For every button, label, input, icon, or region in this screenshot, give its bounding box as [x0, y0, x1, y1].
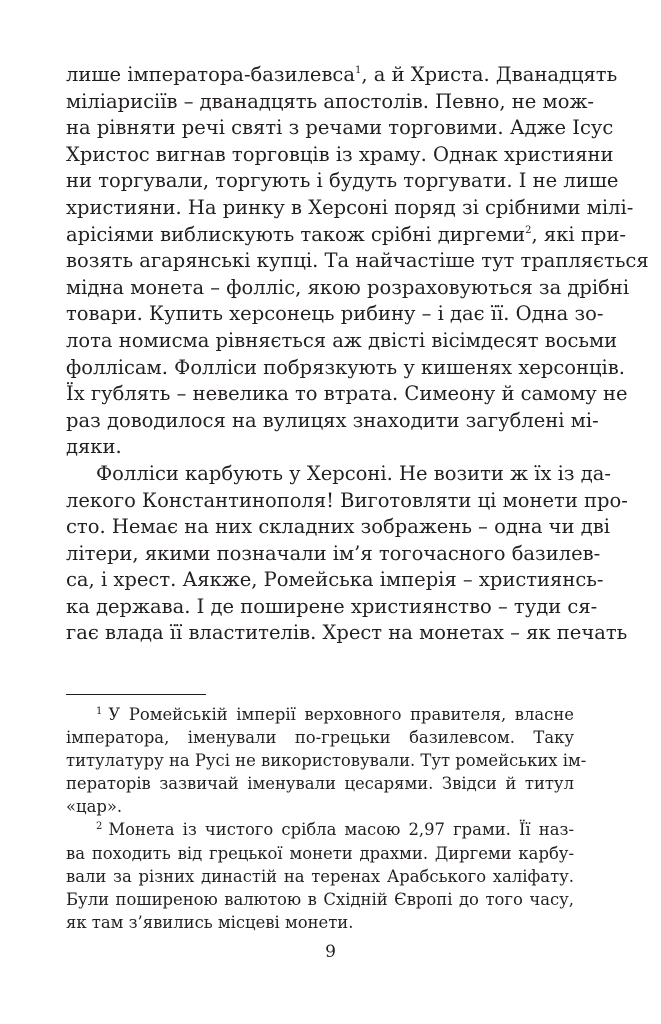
footnote-line: Були поширеною валютою в Східній Європі до того часу, [66, 889, 574, 909]
text-line: дяки. [66, 435, 122, 459]
footnote-divider [66, 694, 206, 695]
text-line: фоллісам. Фолліси побрязкують у кишенях херсонців. [66, 355, 625, 379]
footnote-1 [66, 703, 587, 818]
text-line: Їх гублять – невелика то втрата. Симеону й самому не [66, 382, 628, 406]
footnote-line: імператора, іменували по-грецьки базилевсом. Таку [66, 728, 574, 748]
text-line: лише імператора-базилевса$^1$, а й Христа. Дванадцять [66, 63, 618, 86]
text-line: Христос вигнав торговців із храму. Однак християни [66, 142, 614, 166]
text-line: міліарисіїв – дванадцять апостолів. Певно, не мож- [66, 89, 594, 113]
text-line: са, і хрест. Аякже, Ромейська імперія – християнсь- [66, 568, 604, 592]
footnote-line: $^2$ Монета із чистого срібла масою 2,97 грами. Її наз- [96, 820, 574, 840]
footnote-2 [66, 818, 574, 933]
footnote-mark: 2 [96, 821, 103, 833]
text-line: лота номисма рівняється аж двісті вісімдесят восьми [66, 328, 618, 352]
text-line: Фолліси карбують у Херсоні. Не возити ж їх із да- [96, 461, 611, 485]
page-number: 9 [325, 942, 336, 962]
text-line: на рівняти речі святі з речами торговими. Адже Ісус [66, 116, 614, 140]
text-line: сто. Немає на них складних зображень – одна чи дві [66, 515, 610, 539]
text-line: лекого Константинополя! Виготовляти ці монети про- [66, 488, 628, 512]
main-text [66, 62, 649, 647]
footnote-line: як там з’явились місцеві монети. [66, 912, 354, 932]
footnote-ref-1[interactable]: 1 [354, 65, 362, 76]
footnote-line: вали за різних династій на теренах Арабського халіфату. [66, 866, 574, 886]
footnote-line: ператорів зазвичай іменували цесарями. Звідси й титул [66, 774, 574, 794]
footnotes [66, 703, 587, 934]
text-line: гає влада її властителів. Хрест на монетах – як печать [66, 621, 628, 645]
footnote-line: «цар». [66, 797, 123, 817]
text-line: арісіями виблискують також срібні диргеми$^2$, які при- [66, 222, 626, 246]
paragraph-2 [66, 461, 628, 647]
text-line: християни. На ринку в Херсоні поряд зі срібними мілі- [66, 195, 634, 219]
text-line: літери, якими позначали ім’я тогочасного базилев- [66, 541, 601, 565]
footnote-line: $^1$ У Ромейській імперії верховного правителя, власне [96, 705, 574, 724]
text-line: товари. Купить херсонець рибину – і дає її. Одна зо- [66, 302, 604, 326]
text-line: ка держава. І де поширене християнство – туди ся- [66, 594, 598, 618]
text-line: раз доводилося на вулицях знаходити загублені мі- [66, 408, 599, 432]
text-line: возять агарянські купці. Та найчастіше тут трапляється [66, 249, 649, 273]
footnote-line: титулатуру на Русі не використовували. Тут ромейських ім- [66, 751, 587, 771]
text-line: ни торгували, торгують і будуть торгувати. І не лише [66, 169, 619, 193]
paragraph-1 [66, 62, 649, 461]
text-line: мідна монета – фолліс, якою розраховуються за дрібні [66, 275, 630, 299]
footnote-ref-2[interactable]: 2 [525, 224, 532, 236]
footnote-mark: 1 [96, 706, 103, 717]
footnote-line: ва походить від грецької монети драхми. Диргеми карбу- [66, 843, 574, 863]
